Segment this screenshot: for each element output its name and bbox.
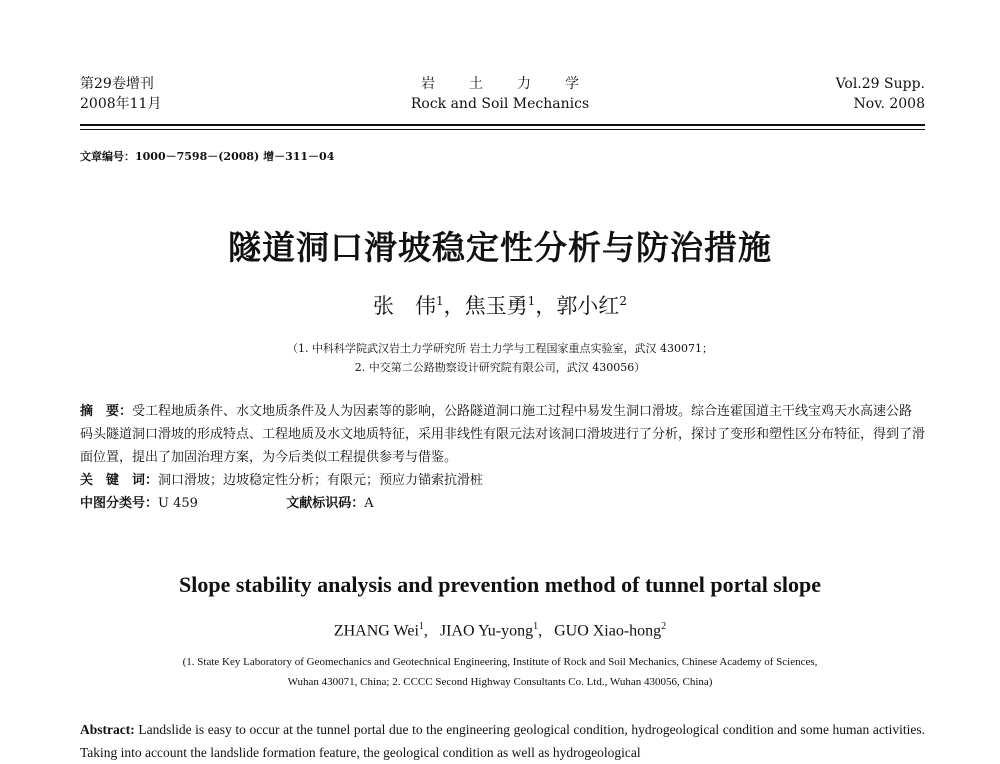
header-rule [80,124,925,126]
author-aff-mark: 1 [527,294,536,308]
author-aff-mark: 1 [436,294,444,308]
authors-en [0,621,1000,640]
abstract-en [80,718,925,764]
header-rule-thin [80,129,925,130]
clc-label: 中图分类号： [80,496,159,511]
abstract-cn-text: 受工程地质条件、水文地质条件及人为因素等的影响，公路隧道洞口施工过程中易发生洞口滑坡。综合连霍国道主干线宝鸡天水高速公路码头隧道洞口滑坡的形成特点、工程地质及水文地质特征，采用非线性有限元法对该洞口滑坡进行了分析，探讨了变形和塑性区分布特征，得到了滑面位置，提出了加固治理方案，为今后类似工程提供参考与借鉴。 [80,404,926,465]
journal-name-en: Rock and Soil Mechanics [410,96,590,112]
article-number [80,148,334,164]
affiliation-cn: （1. 中科科学院武汉岩土力学研究所 岩土力学与工程国家重点实验室，武汉 430071； [287,342,713,355]
keywords-cn-text: 洞口滑坡；边坡稳定性分析；有限元；预应力锚索抗滑桩 [158,473,484,488]
author-aff-mark: 1 [533,621,539,632]
author-en: JIAO Yu-yong [439,622,534,640]
volume-cn: 第29卷增刊 [80,76,154,92]
author-en: GUO Xiao-hong [554,622,662,640]
author-en: ZHANG Wei [333,622,419,640]
author-cn: 张 伟 [373,294,437,318]
journal-name-cn: 岩土力学 [421,76,613,92]
author-cn: 焦玉勇 [464,294,528,318]
article-number-value: 1000－7598－(2008) 增－311－04 [135,150,335,163]
author-aff-mark: 1 [418,621,424,632]
affiliation-cn: 2. 中交第二公路勘察设计研究院有限公司，武汉 430056） [354,361,646,374]
author-separator: , [423,622,428,640]
author-cn: 郭小红 [556,294,620,318]
keywords-cn-block [80,469,925,492]
author-separator: ， [443,294,465,318]
date-en: Nov. 2008 [853,96,925,112]
title-en: Slope stability analysis and prevention method of tunnel portal slope [179,572,821,597]
doc-code-value: A [364,496,374,511]
abstract-cn [80,400,925,515]
doc-code-label: 文献标识码： [286,496,365,511]
author-aff-mark: 2 [619,294,627,308]
author-separator: ， [535,294,557,318]
classification-block [80,492,925,515]
abstract-cn-label: 摘 要： [80,404,133,419]
article-number-label: 文章编号： [80,150,135,163]
clc-value: U 459 [158,496,198,511]
authors-cn [0,290,1000,320]
volume-en: Vol.29 Supp. [835,76,925,92]
author-aff-mark: 2 [661,621,667,632]
abstract-en-label: Abstract: [80,722,135,737]
journal-volume-en [836,74,925,114]
title-cn: 隧道洞口滑坡稳定性分析与防治措施 [228,228,772,267]
affiliation-en: (1. State Key Laboratory of Geomechanics and Geotechnical Engineering, Institute of Rock and Soil Mechanics, Chinese Academy of Sciences, [182,656,818,668]
abstract-en-text: Landslide is easy to occur at the tunnel portal due to the engineering geological condition, hydrogeological condition and some human activities. Taking into account the landslide formation feature, the geological condition as well as hydrogeological [80,722,925,760]
date-cn: 2008年11月 [80,96,162,112]
affiliation-en: Wuhan 430071, China; 2. CCCC Second Highway Consultants Co. Ltd., Wuhan 430056, China) [287,676,713,688]
keywords-cn-label: 关 键 词： [80,473,159,488]
author-separator: , [538,622,543,640]
abstract-cn-block [80,400,925,469]
